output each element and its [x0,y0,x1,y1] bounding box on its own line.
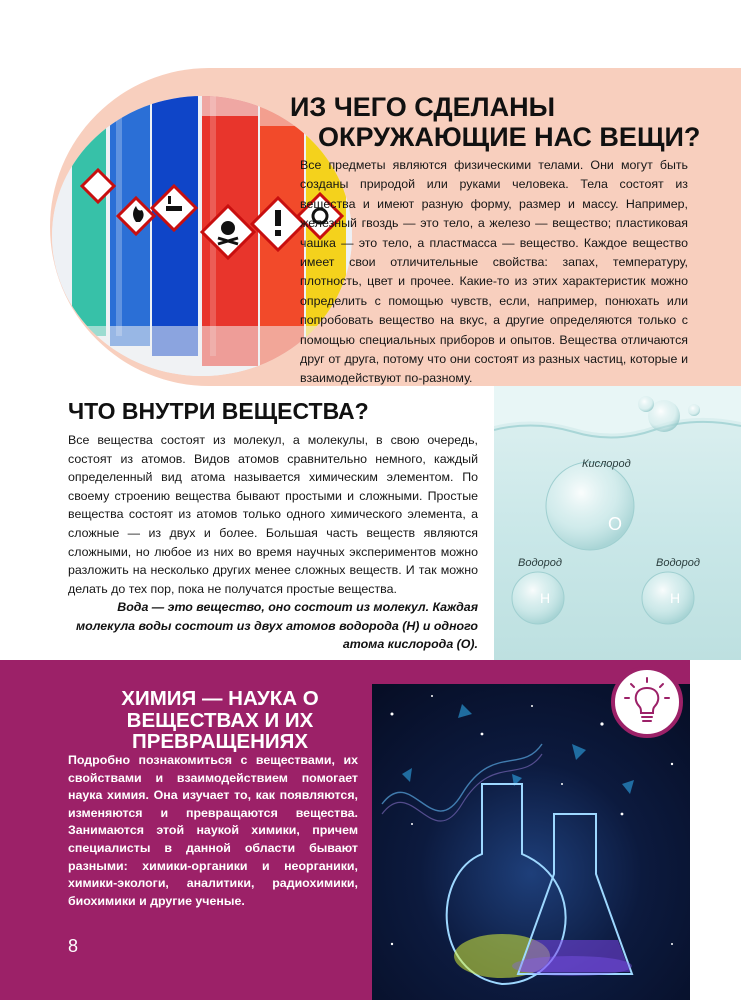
page-number: 8 [68,936,79,956]
bottom-heading: ХИМИЯ — НАУКА О ВЕЩЕСТВАХ И ИХ ПРЕВРАЩЕНИЯХ [121,687,319,753]
top-heading-line2: ОКРУЖАЮЩИЕ НАС ВЕЩИ? [318,122,701,152]
middle-paragraph: Все вещества состоят из молекул, а молекулы, в свою очередь, состоят из атомов. Видов атомов сравнительно немного, каждый определенный вид атома называется химическим элементом. По своему строению вещества бывают простыми и сложными. Простые вещества состоят из атомов только одного химического элемента, а сложные — из двух и более. Большая часть веществ являются сложными, но любое из них во время научных экспериментов можно разложить на несколько других менее сложных веществ. И так можно делать до тех пор, пока не получатся простые вещества. [68,433,478,596]
top-heading-line1: ИЗ ЧЕГО СДЕЛАНЫ [290,92,556,122]
middle-heading: ЧТО ВНУТРИ ВЕЩЕСТВА? [68,398,369,424]
hydrogen-right-label: Водород [656,557,700,569]
top-heading [290,92,710,152]
hydrogen-symbol-right: H [670,590,681,606]
lightbulb-icon [615,670,679,734]
right-margin-strip [690,660,741,1000]
bottom-paragraph: Подробно познакомиться с веществами, их свойствами и взаимодействием помогает наука химия. Она изучает то, как появляются, изменяются и превращаются вещества. Занимаются этой наукой химики, причем специалисты в данной области бывают разными: химики-органики и неорганики, химики-экологи, аналитики, радиохимики, биохимики и другие ученые. [68,753,358,908]
water-caption: Вода — это вещество, оно состоит из молекул. Каждая молекула воды состоит из двух атомов водорода (Н) и одного атома кислорода (О). [75,600,478,652]
top-paragraph: Все предметы являются физическими телами. Они могут быть созданы природой или руками человека. Тела состоят из вещества и имеют разную форму, размер и массу. Например, железный гвоздь — это тело, а железо — вещество; пластиковая чашка — это тело, а пластмасса — вещество. Каждое вещество имеет свои отличительные свойства: запах, температуру, плотность, цвет и прочее. Какие-то из этих характеристик можно определить с помощью чувств, если, например, понюхать или попробовать вещество на вкус, а другие определяются только с помощью специальных приборов и опытов. Вещества отличаются друг от друга, потому что они состоят из разных частиц, которые и взаимодействуют по-разному. [300,158,688,386]
hydrogen-left-label: Водород [518,557,562,569]
water-molecule-illustration [494,386,741,662]
oxygen-label: Кислород [582,458,631,470]
hydrogen-symbol-left: H [540,590,551,606]
idea-badge [611,666,683,738]
exclamation-icon [275,210,281,236]
oxygen-symbol: O [608,514,623,534]
